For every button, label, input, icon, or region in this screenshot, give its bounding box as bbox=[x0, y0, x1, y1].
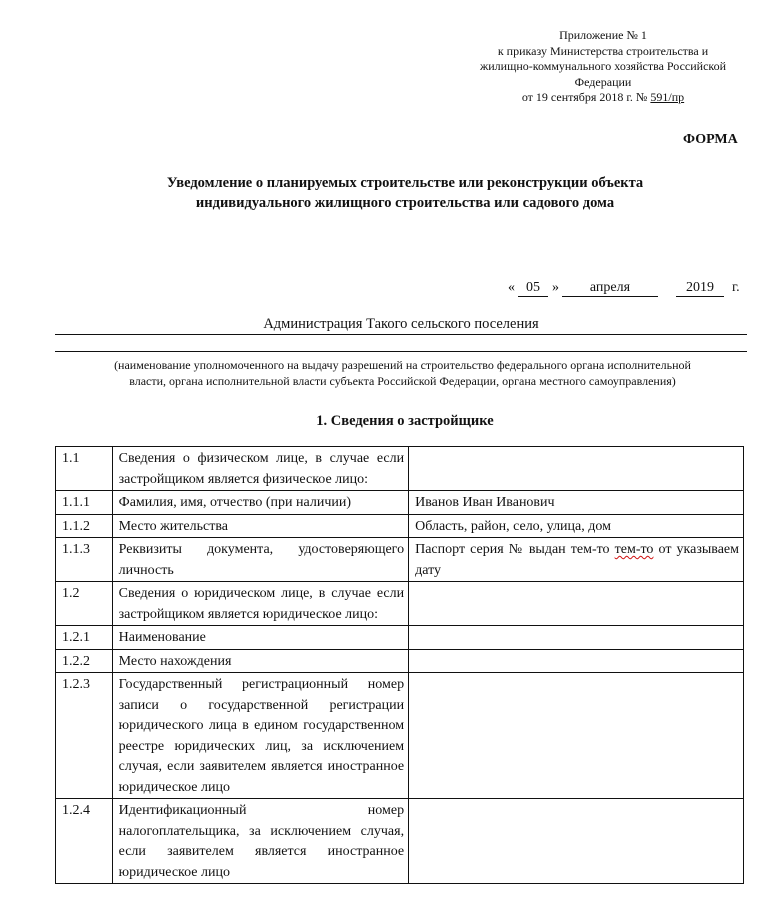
row-value bbox=[409, 626, 744, 650]
document-title bbox=[60, 173, 750, 213]
appendix-header bbox=[455, 28, 751, 106]
authority-name: Администрация Такого сельского поселения bbox=[55, 316, 747, 335]
document-title-line-1: Уведомление о планируемых строительстве или реконструкции объекта bbox=[166, 175, 644, 191]
table-row bbox=[56, 538, 744, 582]
row-label: Место нахождения bbox=[112, 649, 408, 673]
row-number: 1.1.3 bbox=[56, 538, 113, 582]
date-year: 2019 bbox=[676, 280, 724, 297]
date-year-suffix: г. bbox=[732, 280, 740, 295]
table-row bbox=[56, 626, 744, 650]
row-label: Сведения о юридическом лице, в случае если застройщиком является юридическое лицо: bbox=[112, 582, 408, 626]
row-number: 1.2.3 bbox=[56, 673, 113, 799]
row-label: Реквизиты документа, удостоверяющего личность bbox=[112, 538, 408, 582]
form-label: ФОРМА bbox=[683, 132, 738, 147]
date-close-quote: » bbox=[552, 280, 559, 295]
appendix-line-3: жилищно-коммунального хозяйства Российской bbox=[479, 59, 727, 73]
developer-info-table bbox=[55, 446, 744, 884]
table-row bbox=[56, 649, 744, 673]
table-row bbox=[56, 491, 744, 515]
row-value bbox=[409, 538, 744, 582]
appendix-line-4: Федерации bbox=[574, 74, 632, 89]
section-title: 1. Сведения о застройщике bbox=[316, 413, 494, 429]
order-number: 591/пр bbox=[650, 90, 685, 104]
row-number: 1.1.1 bbox=[56, 491, 113, 515]
row-label: Место жительства bbox=[112, 514, 408, 538]
row-label: Идентификационный номер налогоплательщика, за исключением случая, если заявителем является иностранное юридическое лицо bbox=[112, 799, 408, 884]
row-value bbox=[409, 673, 744, 799]
appendix-line-1: Приложение № 1 bbox=[559, 28, 647, 42]
row-number: 1.1.2 bbox=[56, 514, 113, 538]
row-label: Фамилия, имя, отчество (при наличии) bbox=[112, 491, 408, 515]
appendix-line-2: к приказу Министерства строительства и bbox=[497, 43, 709, 58]
authority-caption-line-1: (наименование уполномоченного на выдачу разрешений на строительство федерального органа исполнительной bbox=[114, 358, 691, 372]
authority-caption-line-2: власти, органа исполнительной власти субъекта Российской Федерации, органа местного самоуправления) bbox=[129, 374, 676, 388]
order-date: от 19 сентября 2018 г. № bbox=[521, 90, 651, 104]
table-row bbox=[56, 447, 744, 491]
authority-second-rule bbox=[55, 351, 747, 352]
table-row bbox=[56, 514, 744, 538]
table-row bbox=[56, 673, 744, 799]
row-label: Наименование bbox=[112, 626, 408, 650]
spellcheck-marked-word: тем-то bbox=[614, 542, 654, 557]
document-title-line-2: индивидуального жилищного строительства или садового дома bbox=[195, 195, 615, 211]
row-number: 1.2 bbox=[56, 582, 113, 626]
row-value bbox=[409, 582, 744, 626]
table-row bbox=[56, 799, 744, 884]
row-number: 1.1 bbox=[56, 447, 113, 491]
date-line bbox=[500, 280, 750, 298]
row-value: Область, район, село, улица, дом bbox=[409, 514, 744, 538]
row-value: Иванов Иван Иванович bbox=[409, 491, 744, 515]
row-label: Государственный регистрационный номер записи о государственной регистрации юридического лица в едином государственном реестре юридических лиц, за исключением случая, если заявителем является иностранное юридическое лицо bbox=[112, 673, 408, 799]
row-value bbox=[409, 649, 744, 673]
table-row bbox=[56, 582, 744, 626]
appendix-order-line bbox=[455, 90, 751, 106]
row-number: 1.2.1 bbox=[56, 626, 113, 650]
row-number: 1.2.2 bbox=[56, 649, 113, 673]
row-value-text-end: от указываем дату bbox=[415, 542, 740, 578]
date-day: 05 bbox=[518, 280, 548, 297]
row-number: 1.2.4 bbox=[56, 799, 113, 884]
row-value-text: Паспорт серия № выдан тем-то bbox=[415, 542, 615, 557]
row-label: Сведения о физическом лице, в случае если застройщиком является физическое лицо: bbox=[112, 447, 408, 491]
row-value bbox=[409, 447, 744, 491]
date-open-quote: « bbox=[508, 280, 515, 295]
authority-caption bbox=[60, 357, 745, 389]
date-month: апреля bbox=[562, 280, 658, 297]
row-value bbox=[409, 799, 744, 884]
